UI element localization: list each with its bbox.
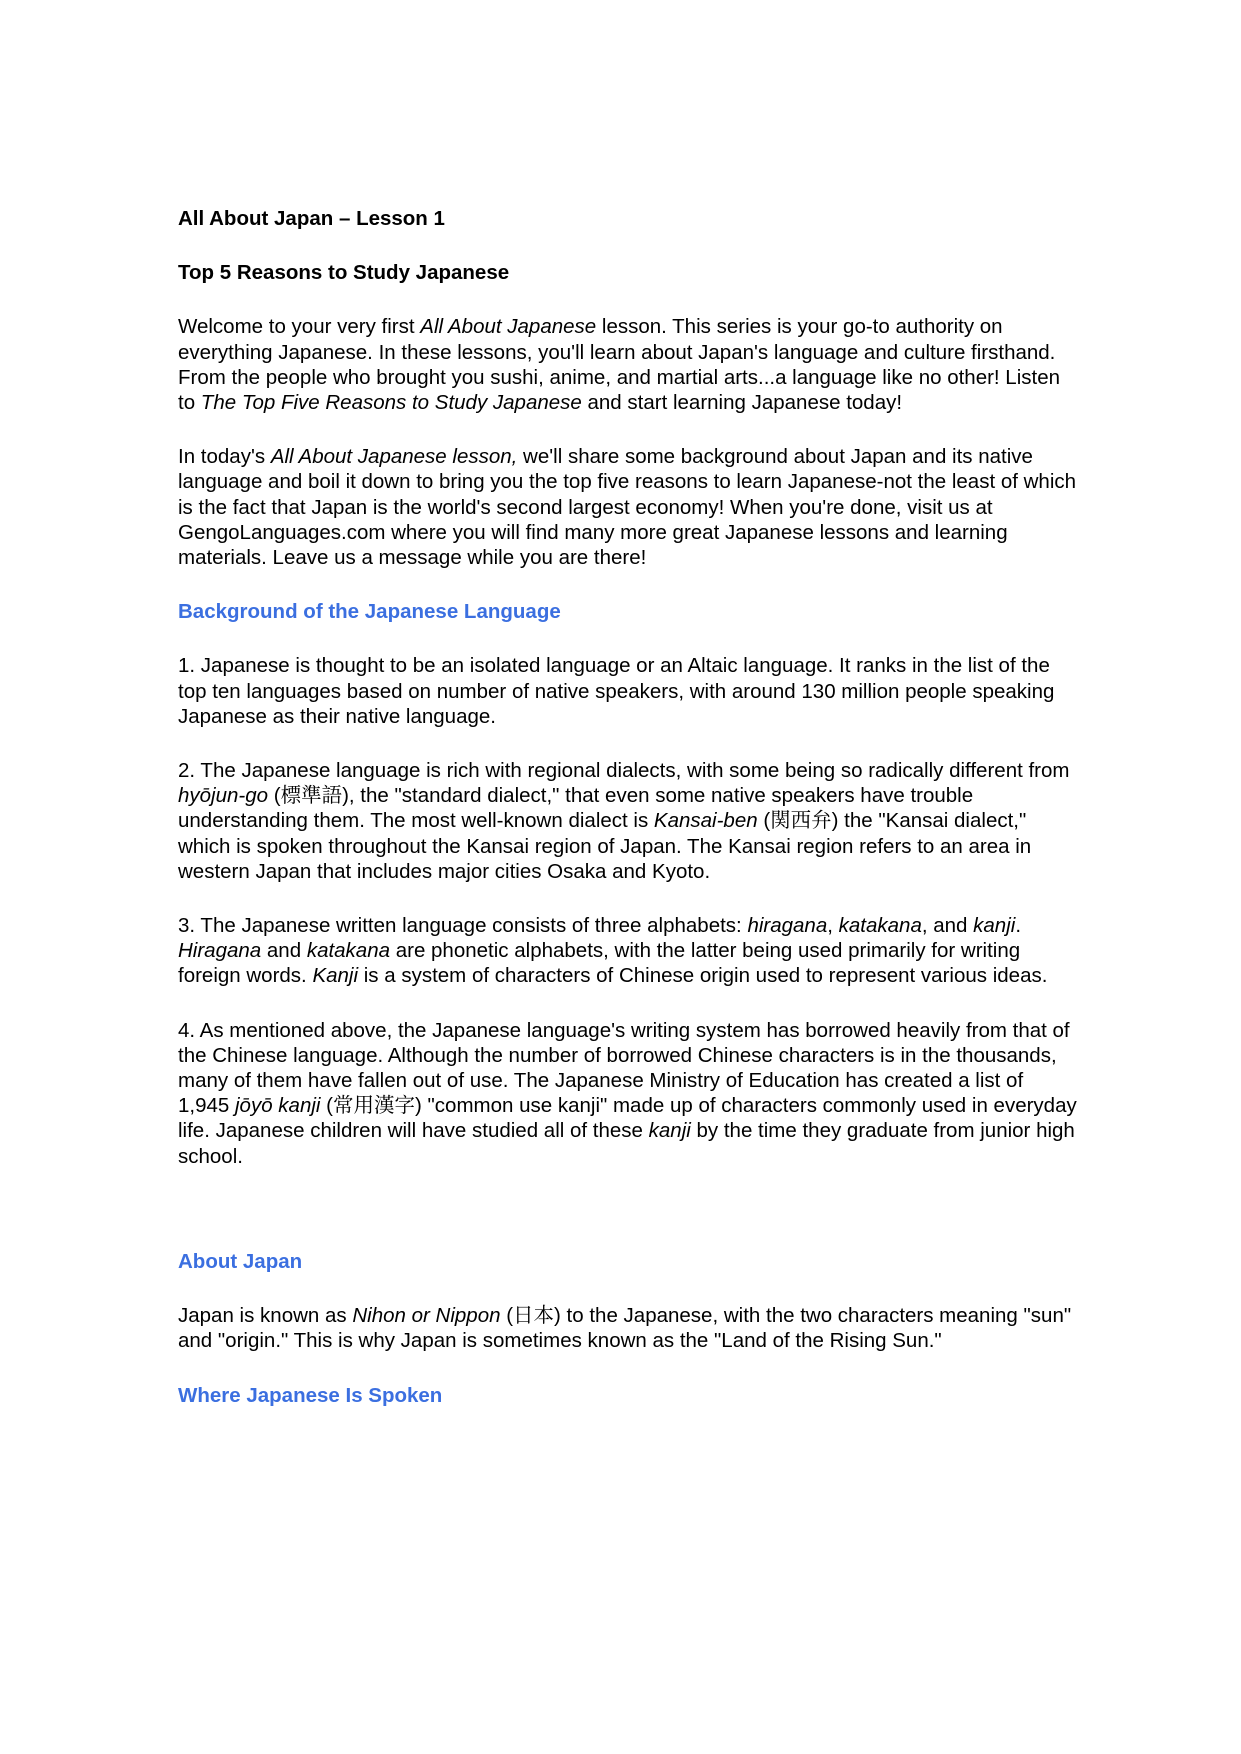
intro-paragraph-1 — [178, 314, 1078, 415]
background-item-1: 1. Japanese is thought to be an isolated language or an Altaic language. It ranks in the list of the top ten languages based on number of native speakers, with around 130 million people speaking Japanese as their native language. — [178, 654, 1055, 728]
intro-p2-text-c: we'll share some background about Japan and its native language and boil it down to bring you the top five reasons to learn Japanese-not the least of which is the fact that Japan is the world's second largest economy! When you're done, visit us at GengoLanguages.com where you will find many more great Japanese lessons and learning materials. Leave us a message while you are there! — [178, 445, 1077, 570]
item2-italic-hyojun-go: hyōjun-go — [178, 784, 269, 808]
item4-text-e: by the time they graduate from junior high school. — [178, 1119, 1075, 1168]
about-text-c: (日本) to the Japanese, with the two characters meaning "sun" and "origin." This is why Japan is sometimes known as the "Land of the Rising Sun." — [178, 1304, 1072, 1353]
item3-text-m: is a system of characters of Chinese origin used to represent various ideas. — [358, 964, 1048, 988]
item3-italic-hiragana: hiragana — [747, 914, 828, 938]
item4-text-a: 4. As mentioned above, the Japanese language's writing system has borrowed heavily from that of the Chinese language. Although the number of borrowed Chinese characters is in the thousands, many of them have fallen out of use. The Japanese Ministry of Education has created a list of 1,945 — [178, 1018, 1070, 1118]
document-page — [178, 206, 1078, 1408]
about-italic-nihon: Nihon or Nippon — [352, 1304, 501, 1328]
item3-text-k: are phonetic alphabets, with the latter being used primarily for writing foreign words. — [178, 939, 1021, 988]
item3-text-c: , — [827, 914, 839, 938]
item4-text-c: (常用漢字) "common use kanji" made up of characters commonly used in everyday life. Japanese children will have studied all of these — [178, 1094, 1077, 1143]
item3-italic-katakana-2: katakana — [306, 939, 391, 963]
document-title: All About Japan – Lesson 1 — [178, 207, 445, 230]
background-heading: Background of the Japanese Language — [178, 600, 561, 624]
background-item-4 — [178, 1018, 1078, 1169]
item3-italic-katakana: katakana — [838, 914, 922, 938]
where-spoken-heading: Where Japanese Is Spoken — [178, 1383, 443, 1407]
item2-text-a: 2. The Japanese language is rich with regional dialects, with some being so radically different from — [178, 759, 1070, 783]
item4-italic-joyo-kanji: jōyō kanji — [235, 1094, 321, 1118]
intro-p1-text-c: lesson. This series is your go-to authority on everything Japanese. In these lessons, you'll learn about Japan's language and culture firsthand. From the people who brought you sushi, anime, and martial arts...a language like no other! Listen to — [178, 315, 1061, 415]
background-item-2 — [178, 758, 1078, 884]
background-item-3 — [178, 913, 1078, 989]
item3-text-i: and — [261, 939, 307, 963]
item4-italic-kanji: kanji — [648, 1119, 691, 1143]
item3-text-a: 3. The Japanese written language consists of three alphabets: — [178, 914, 748, 938]
item3-italic-hiragana-2: Hiragana — [178, 939, 262, 963]
document-subtitle: Top 5 Reasons to Study Japanese — [178, 261, 510, 285]
item2-text-c: (標準語), the "standard dialect," that even some native speakers have trouble understanding them. The most well-known dialect is — [178, 784, 974, 833]
intro-p1-text-e: and start learning Japanese today! — [581, 391, 903, 415]
intro-paragraph-2 — [178, 444, 1078, 570]
about-text-a: Japan is known as — [178, 1304, 353, 1328]
item3-text-g: . — [1015, 914, 1022, 938]
about-japan-paragraph — [178, 1303, 1078, 1353]
intro-p1-text-a: Welcome to your very first — [178, 315, 421, 339]
item2-italic-kansai-ben: Kansai-ben — [653, 809, 758, 833]
intro-p1-italic-series: All About Japanese — [420, 315, 597, 339]
item2-text-e: (関西弁) the "Kansai dialect," which is spoken throughout the Kansai region of Japan. The Kansai region refers to an area in western Japan that includes major cities Osaka and Kyoto. — [178, 809, 1032, 883]
intro-p1-italic-title: The Top Five Reasons to Study Japanese — [200, 391, 582, 415]
intro-p2-text-a: In today's — [178, 445, 271, 469]
about-japan-heading: About Japan — [178, 1249, 303, 1273]
item3-italic-kanji: kanji — [973, 914, 1016, 938]
item3-italic-kanji-2: Kanji — [312, 964, 359, 988]
item3-text-e: , and — [921, 914, 974, 938]
intro-p2-italic: All About Japanese lesson, — [270, 445, 518, 469]
